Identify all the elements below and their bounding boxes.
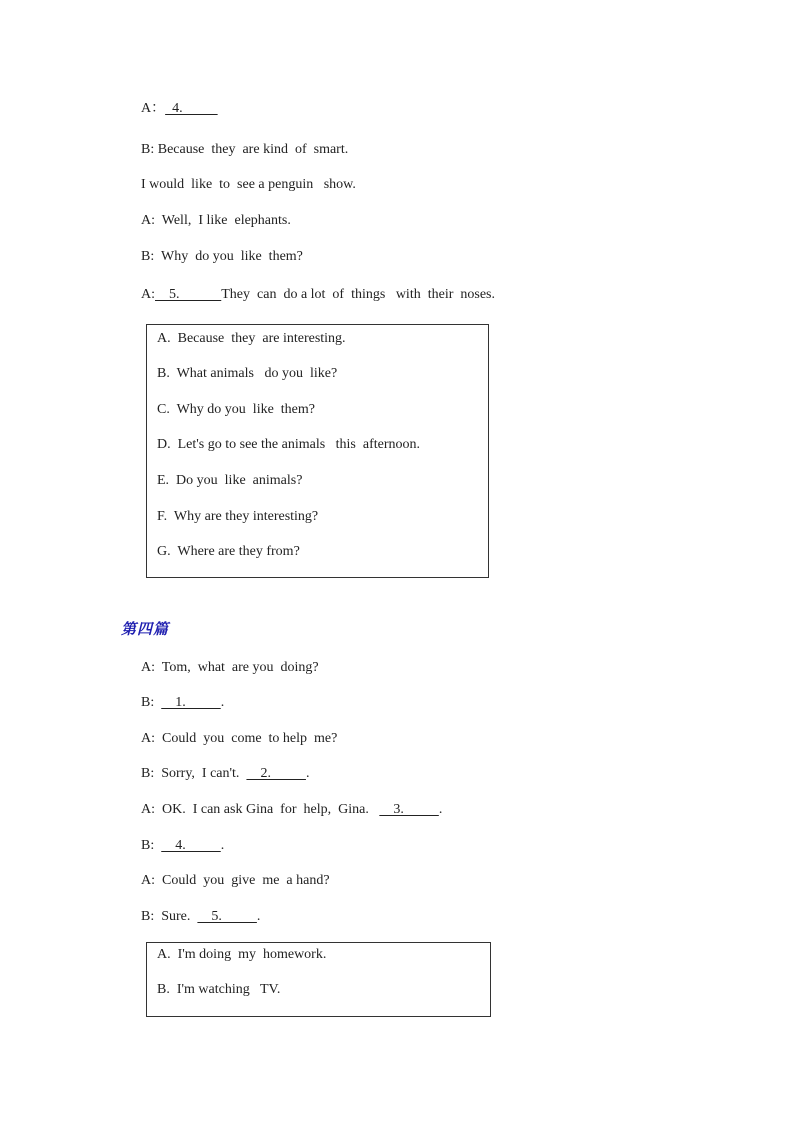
- options-box-section3: [146, 324, 489, 578]
- answer-blank-3: 3.: [379, 802, 439, 817]
- period: .: [256, 909, 261, 924]
- dialogue-line-a5: [141, 286, 495, 304]
- answer-blank-1: 1.: [161, 695, 221, 710]
- period: .: [305, 766, 310, 781]
- dialogue-line-b2: [141, 765, 309, 783]
- answer-blank-5: 5.: [155, 287, 222, 302]
- options-box-section4: [146, 942, 491, 1017]
- speaker-label: B:: [141, 838, 162, 853]
- dialogue-line-a-tom: A: Tom, what are you doing?: [141, 660, 319, 675]
- option-a: A. I'm doing my homework.: [157, 947, 327, 962]
- answer-blank-2: 2.: [246, 766, 306, 781]
- option-b: B. I'm watching TV.: [157, 982, 281, 997]
- dialogue-line-b5: [141, 908, 260, 926]
- period: .: [220, 838, 225, 853]
- section-heading: 第四篇: [121, 620, 170, 638]
- answer-blank-5b: 5.: [197, 909, 257, 924]
- answer-blank-4b: 4.: [161, 838, 221, 853]
- dialogue-line-b4: [141, 837, 224, 855]
- speaker-label: A：: [141, 101, 166, 116]
- dialogue-line-a-help: A: Could you come to help me?: [141, 731, 338, 746]
- speaker-label: B:: [141, 695, 162, 710]
- dialogue-line-a-hand: A: Could you give me a hand?: [141, 873, 330, 888]
- sentence-text: They can do a lot of things with their noses.: [221, 287, 495, 302]
- option-d: D. Let's go to see the animals this afternoon.: [157, 437, 421, 452]
- option-a: A. Because they are interesting.: [157, 331, 346, 346]
- dialogue-line-a3: [141, 801, 442, 819]
- sentence-text: B: Sure.: [141, 909, 198, 924]
- option-c: C. Why do you like them?: [157, 402, 315, 417]
- dialogue-line-b-why: B: Why do you like them?: [141, 249, 303, 264]
- dialogue-line-b1: [141, 694, 224, 712]
- dialogue-line-a-elephants: A: Well, I like elephants.: [141, 213, 291, 228]
- sentence-text: A: OK. I can ask Gina for help, Gina.: [141, 802, 380, 817]
- option-b: B. What animals do you like?: [157, 366, 338, 381]
- dialogue-line-a4: [141, 100, 218, 118]
- option-f: F. Why are they interesting?: [157, 509, 319, 524]
- speaker-label: A:: [141, 287, 155, 302]
- period: .: [220, 695, 225, 710]
- period: .: [438, 802, 443, 817]
- dialogue-line-penguin: I would like to see a penguin show.: [141, 177, 356, 192]
- answer-blank-4: 4.: [165, 101, 218, 116]
- sentence-text: B: Sorry, I can't.: [141, 766, 247, 781]
- option-g: G. Where are they from?: [157, 544, 300, 559]
- dialogue-line-b-smart: B: Because they are kind of smart.: [141, 142, 349, 157]
- option-e: E. Do you like animals?: [157, 473, 303, 488]
